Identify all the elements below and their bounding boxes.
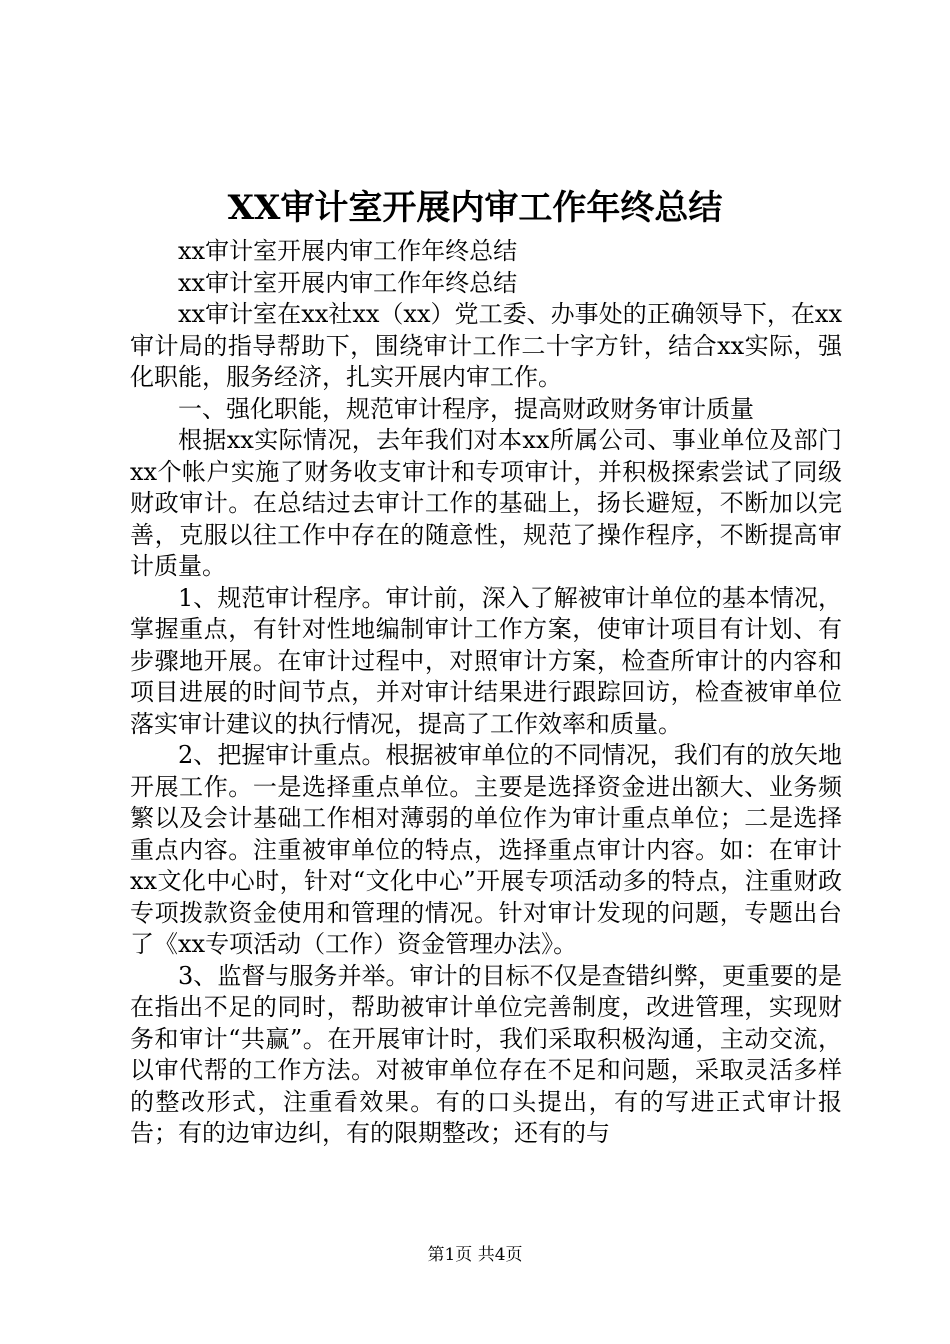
paragraph-item-2: 2、把握审计重点。根据被审单位的不同情况，我们有的放矢地开展工作。一是选择重点单位。主要是选择资金进出额大、业务频繁以及会计基础工作相对薄弱的单位作为审计重点单位；二是选择重点内容。注重被审单位的特点，选择重点审计内容。如：在审计xx文化中心时，针对“文化中心”开展专项活动多的特点，注重财政专项拨款资金使用和管理的情况。针对审计发现的问题，专题出台了《xx专项活动（工作）资金管理办法》。 (130, 741, 842, 958)
paragraph-intro: xx审计室在xx社xx（xx）党工委、办事处的正确领导下，在xx审计局的指导帮助下，围绕审计工作二十字方针，结合xx实际，强化职能，服务经济，扎实开展内审工作。 (130, 300, 842, 391)
paragraph-section-1: 根据xx实际情况，去年我们对本xx所属公司、事业单位及部门xx个帐户实施了财务收支审计和专项审计，并积极探索尝试了同级财政审计。在总结过去审计工作的基础上，扬长避短，不断加以完善，克服以往工作中存在的随意性，规范了操作程序，不断提高审计质量。 (130, 426, 842, 580)
document-body (130, 236, 842, 1150)
section-heading-1: 一、强化职能，规范审计程序，提高财政财务审计质量 (178, 394, 754, 423)
paragraph-item-3: 3、监督与服务并举。审计的目标不仅是查错纠弊，更重要的是在指出不足的同时，帮助被审计单位完善制度，改进管理，实现财务和审计“共赢”。在开展审计时，我们采取积极沟通，主动交流，以审代帮的工作方法。对被审单位存在不足和问题，采取灵活多样的整改形式，注重看效果。有的口头提出，有的写进正式审计报告；有的边审边纠，有的限期整改；还有的与 (130, 961, 842, 1147)
paragraph-subtitle-1: xx审计室开展内审工作年终总结 (178, 237, 518, 265)
page-number-footer: 第1页 共4页 (427, 1245, 523, 1265)
document-title: XX审计室开展内审工作年终总结 (227, 188, 723, 228)
paragraph-item-1: 1、规范审计程序。审计前，深入了解被审计单位的基本情况，掌握重点，有针对性地编制审计工作方案，使审计项目有计划、有步骤地开展。在审计过程中，对照审计方案，检查所审计的内容和项目进展的时间节点，并对审计结果进行跟踪回访，检查被审单位落实审计建议的执行情况，提高了工作效率和质量。 (130, 583, 842, 738)
paragraph-subtitle-2: xx审计室开展内审工作年终总结 (178, 268, 518, 297)
